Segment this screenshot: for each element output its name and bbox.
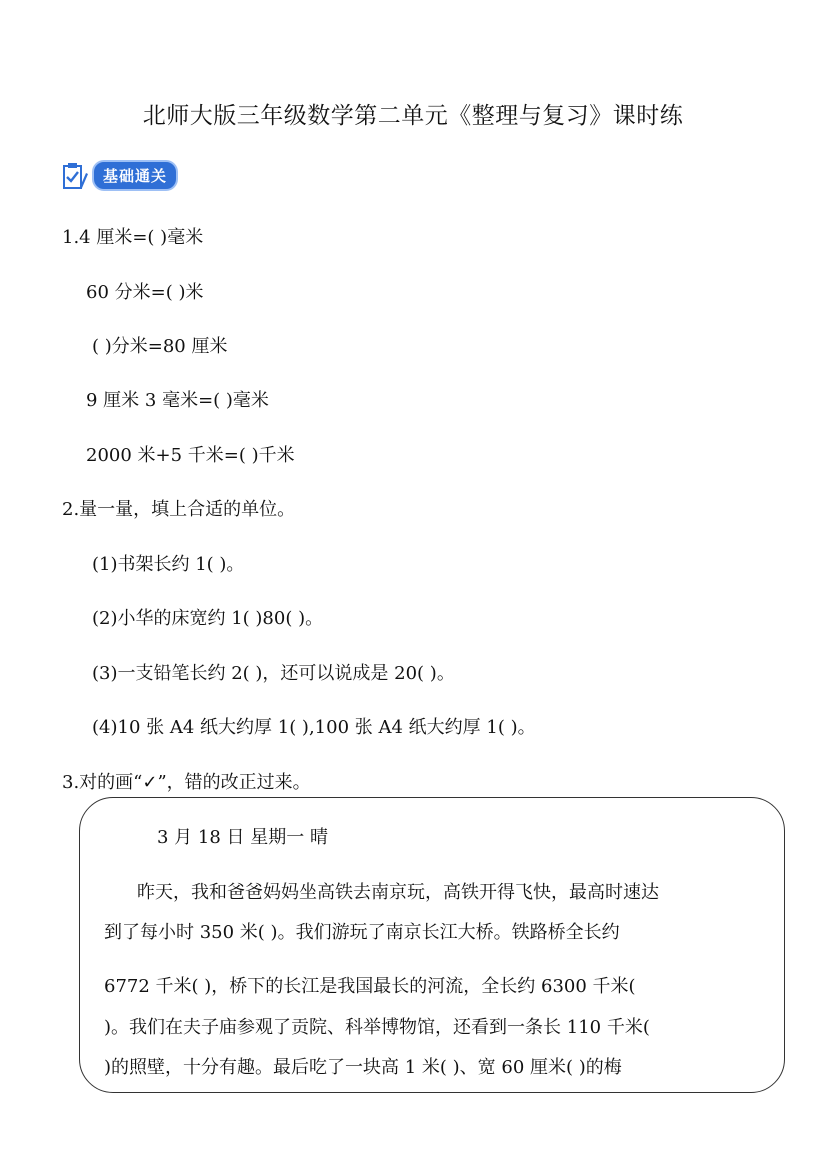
diary-line-4: )。我们在夫子庙参观了贡院、科举博物馆，还看到一条长 110 千米(: [104, 1017, 650, 1038]
diary-header: 3 月 18 日 星期一 晴: [157, 827, 328, 848]
q1-line-4: 9 厘米 3 毫米=( )毫米: [86, 390, 269, 411]
checklist-pencil-icon: [62, 161, 88, 191]
q2-item-4: (4)10 张 A4 纸大约厚 1( ),100 张 A4 纸大约厚 1( )。: [92, 717, 536, 738]
q2-item-3: (3)一支铅笔长约 2( )，还可以说成是 20( )。: [92, 663, 455, 684]
page-title: 北师大版三年级数学第二单元《整理与复习》课时练: [142, 103, 684, 129]
diary-line-1: 昨天，我和爸爸妈妈坐高铁去南京玩，高铁开得飞快，最高时速达: [137, 882, 659, 903]
q1-line-1: 1.4 厘米=( )毫米: [62, 227, 204, 248]
q3-prompt-end: ”，错的改正过来。: [157, 772, 311, 793]
q2-item-2: (2)小华的床宽约 1( )80( )。: [92, 608, 324, 629]
q2-item-1: (1)书架长约 1( )。: [92, 554, 245, 575]
section-badge-label: 基础通关: [92, 160, 178, 191]
q1-line-3: ( )分米=80 厘米: [92, 336, 228, 357]
checkmark-icon: ✓: [142, 772, 158, 793]
q1-line-5: 2000 米+5 千米=( )千米: [86, 445, 295, 466]
q2-prompt: 2.量一量，填上合适的单位。: [62, 499, 296, 520]
q3-prompt: [62, 768, 311, 794]
diary-line-2: 到了每小时 350 米( )。我们游玩了南京长江大桥。铁路桥全长约: [104, 922, 620, 943]
section-badge: [62, 160, 178, 191]
diary-line-5: )的照壁，十分有趣。最后吃了一块高 1 米( )、宽 60 厘米( )的梅: [104, 1057, 622, 1078]
q1-line-2: 60 分米=( )米: [86, 282, 204, 303]
q3-prompt-start: 3.对的画“: [62, 772, 143, 793]
diary-line-3: 6772 千米( )，桥下的长江是我国最长的河流，全长约 6300 千米(: [104, 976, 636, 997]
